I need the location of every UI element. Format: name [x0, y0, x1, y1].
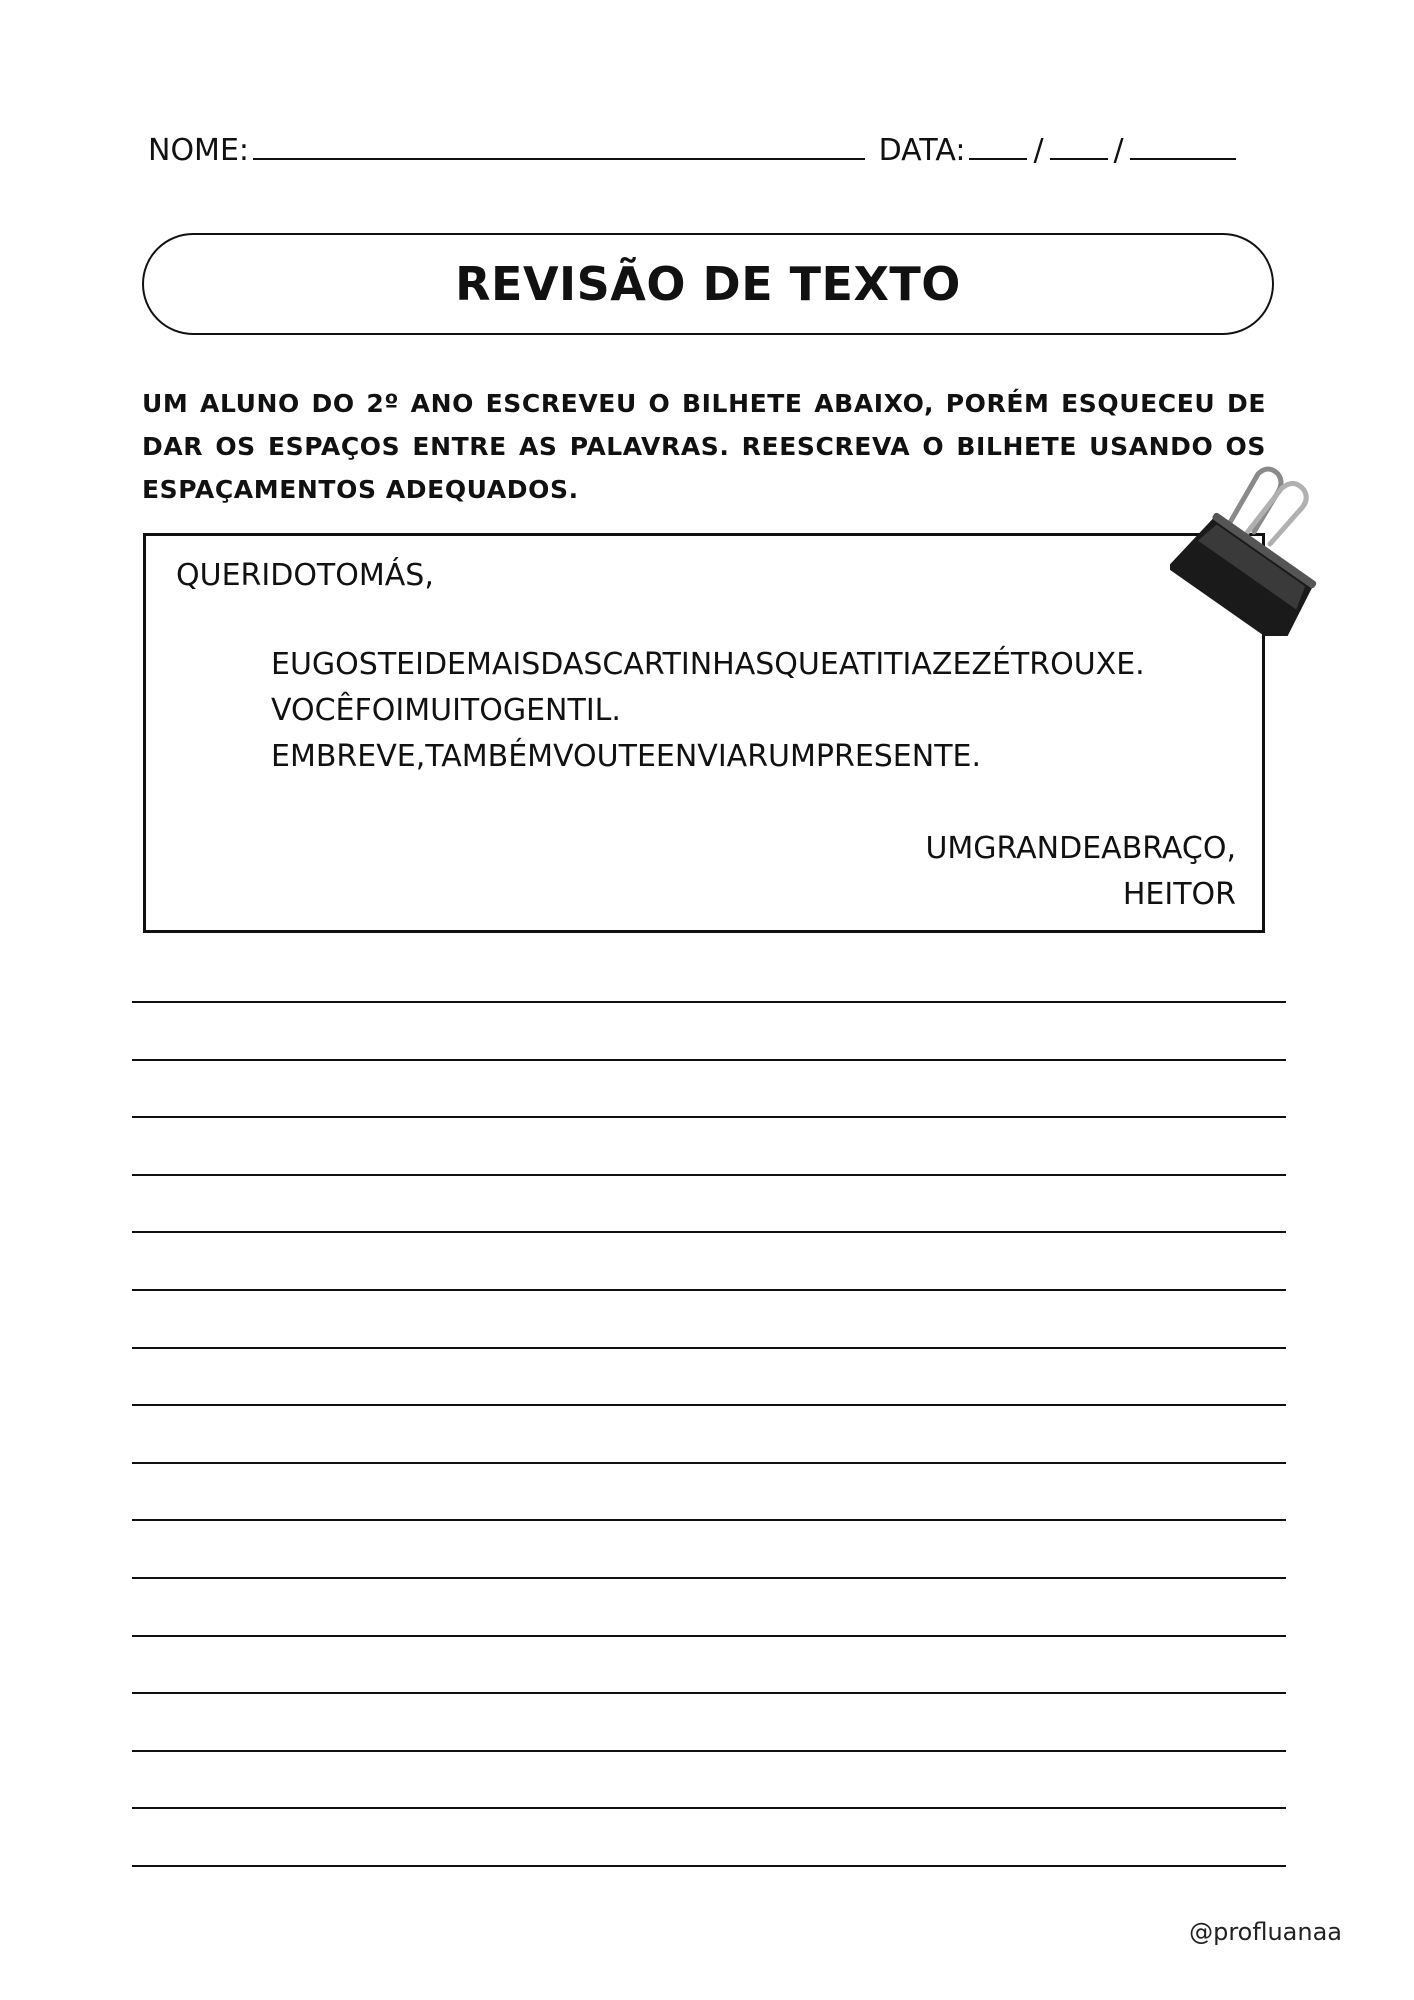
binder-clip-icon [1170, 466, 1330, 636]
writing-line[interactable] [132, 1807, 1286, 1809]
writing-line[interactable] [132, 1059, 1286, 1061]
author-credit: @profluanaa [1189, 1918, 1342, 1946]
writing-line[interactable] [132, 1116, 1286, 1118]
writing-lines [132, 1001, 1286, 1923]
writing-line[interactable] [132, 1404, 1286, 1406]
note-closing: UMGRANDEABRAÇO, [925, 831, 1236, 866]
note-greeting: QUERIDOTOMÁS, [176, 558, 434, 593]
writing-line[interactable] [132, 1289, 1286, 1291]
writing-line[interactable] [132, 1750, 1286, 1752]
note-body-line: EMBREVE,TAMBÉMVOUTEENVIARUMPRESENTE. [271, 739, 982, 774]
page-title: REVISÃO DE TEXTO [455, 257, 961, 311]
writing-line[interactable] [132, 1001, 1286, 1003]
note-box [143, 533, 1265, 933]
header-fields [148, 126, 1278, 174]
date-day-blank[interactable] [969, 126, 1027, 160]
writing-line[interactable] [132, 1347, 1286, 1349]
writing-line[interactable] [132, 1519, 1286, 1521]
date-year-blank[interactable] [1130, 126, 1236, 160]
name-label: NOME: [148, 133, 250, 168]
note-body-line: EUGOSTEIDEMAISDASCARTINHASQUEATITIAZEZÉTROUXE. [271, 647, 1145, 682]
note-body-line: VOCÊFOIMUITOGENTIL. [271, 693, 621, 728]
writing-line[interactable] [132, 1462, 1286, 1464]
writing-line[interactable] [132, 1577, 1286, 1579]
note-signature: HEITOR [1122, 877, 1236, 912]
date-separator: / [1033, 133, 1044, 168]
writing-line[interactable] [132, 1692, 1286, 1694]
writing-line[interactable] [132, 1174, 1286, 1176]
note-signoff [925, 826, 1236, 918]
name-blank[interactable] [253, 126, 865, 160]
note-body [271, 642, 1145, 780]
writing-line[interactable] [132, 1865, 1286, 1867]
title-banner [142, 233, 1274, 335]
instruction-text: UM ALUNO DO 2º ANO ESCREVEU O BILHETE ABAIXO, PORÉM ESQUECEU DE DAR OS ESPAÇOS ENTRE AS PALAVRAS. REESCREVA O BILHETE USANDO OS ESPAÇAMENTOS ADEQUADOS. [142, 389, 1266, 504]
writing-line[interactable] [132, 1635, 1286, 1637]
date-separator: / [1113, 133, 1124, 168]
writing-line[interactable] [132, 1231, 1286, 1233]
date-month-blank[interactable] [1050, 126, 1108, 160]
date-label: DATA: [878, 133, 966, 168]
